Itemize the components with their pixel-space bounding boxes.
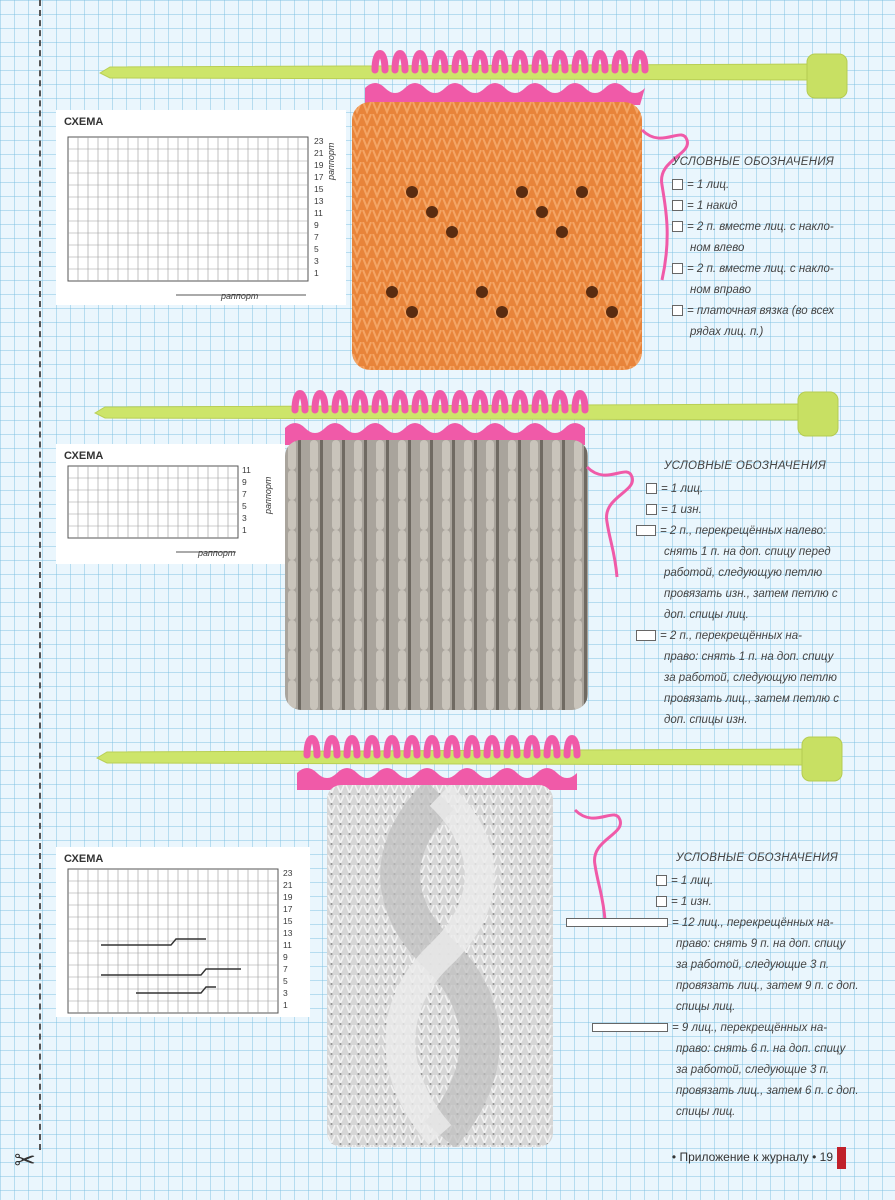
schema-rapport-horizontal: раппорт bbox=[198, 548, 236, 558]
schema-row-number: 1 bbox=[242, 525, 247, 535]
yarn-over-icon bbox=[672, 200, 683, 211]
cable-9-icon bbox=[592, 1023, 668, 1032]
cut-line bbox=[39, 0, 41, 1150]
schema-title: СХЕМА bbox=[64, 116, 104, 128]
schema-row-number: 19 bbox=[314, 160, 324, 170]
schema-2 bbox=[56, 444, 285, 564]
schema-rapport-vertical: раппорт bbox=[263, 476, 273, 514]
footer-text: • Приложение к журналу • bbox=[671, 1150, 817, 1164]
schema-row-number: 23 bbox=[314, 136, 324, 146]
purl-symbol-icon bbox=[656, 896, 667, 907]
schema-row-number: 1 bbox=[283, 1000, 288, 1010]
legend-title: УСЛОВНЫЕ ОБОЗНАЧЕНИЯ bbox=[672, 156, 835, 168]
schema-row-number: 13 bbox=[283, 928, 293, 938]
k2tog-left-icon bbox=[672, 221, 683, 232]
schema-row-number: 9 bbox=[242, 477, 247, 487]
knit-symbol-icon bbox=[646, 483, 657, 494]
schema-3 bbox=[56, 847, 310, 1017]
schema-row-number: 17 bbox=[314, 172, 324, 182]
schema-grid-2 bbox=[56, 444, 285, 564]
schema-row-number: 19 bbox=[283, 892, 293, 902]
schema-grid-1 bbox=[56, 110, 346, 305]
schema-row-number: 11 bbox=[314, 208, 323, 218]
schema-grid-3 bbox=[56, 847, 310, 1017]
schema-row-number: 5 bbox=[314, 244, 319, 254]
schema-title: СХЕМА bbox=[64, 450, 104, 462]
schema-row-number: 11 bbox=[283, 940, 292, 950]
schema-row-number: 3 bbox=[314, 256, 319, 266]
schema-row-number: 1 bbox=[314, 268, 319, 278]
schema-title: СХЕМА bbox=[64, 853, 104, 865]
schema-row-number: 9 bbox=[314, 220, 319, 230]
page-number: 19 bbox=[819, 1150, 833, 1164]
purl-symbol-icon bbox=[646, 504, 657, 515]
swatch-lace-orange bbox=[352, 102, 642, 370]
schema-row-number: 15 bbox=[283, 916, 293, 926]
schema-row-number: 21 bbox=[314, 148, 324, 158]
legend-1: УСЛОВНЫЕ ОБОЗНАЧЕНИЯ = 1 лиц. = 1 накид = 2 п. вместе лиц. с накло- ном влево = 2 п. вместе лиц. с накло- ном вправо = платочная вязка (во всех рядах лиц. п.) bbox=[672, 152, 834, 343]
schema-row-number: 15 bbox=[314, 184, 324, 194]
schema-row-number: 7 bbox=[314, 232, 319, 242]
legend-3: УСЛОВНЫЕ ОБОЗНАЧЕНИЯ = 1 лиц. = 1 изн. = 12 лиц., перекрещённых на- право: снять 9 п. на доп. спицу за работой, следующие 3 п. провязать лиц., затем 9 п. с доп. спицы лиц. = 9 лиц., перекрещённых на- право: снять 6 п. на доп. спицу за работой, следующие 3 п. провязать лиц., затем 6 п. с доп. спицы лиц. bbox=[566, 848, 859, 1123]
schema-row-number: 7 bbox=[283, 964, 288, 974]
schema-rapport-vertical: раппорт bbox=[326, 142, 336, 180]
knit-symbol-icon bbox=[656, 875, 667, 886]
legend-title: УСЛОВНЫЕ ОБОЗНАЧЕНИЯ bbox=[664, 460, 827, 472]
legend-2: УСЛОВНЫЕ ОБОЗНАЧЕНИЯ = 1 лиц. = 1 изн. = 2 п., перекрещённых налево: снять 1 п. на доп. спицу перед работой, следующую петлю провязать изн., затем петлю с доп. спицы лиц. = 2 п., перекрещённых на- право: снять 1 п. на доп. спицу за работой, следующую петлю провязать лиц., затем петлю с доп. спицы изн. bbox=[636, 456, 839, 731]
garter-stitch-icon bbox=[672, 305, 683, 316]
schema-row-number: 11 bbox=[242, 465, 251, 475]
schema-row-number: 7 bbox=[242, 489, 247, 499]
legend-title: УСЛОВНЫЕ ОБОЗНАЧЕНИЯ bbox=[676, 852, 839, 864]
schema-row-number: 17 bbox=[283, 904, 293, 914]
schema-row-number: 5 bbox=[283, 976, 288, 986]
schema-row-number: 9 bbox=[283, 952, 288, 962]
page-marker bbox=[837, 1147, 846, 1169]
scissors-icon: ✂ bbox=[14, 1145, 36, 1175]
knit-symbol-icon bbox=[672, 179, 683, 190]
schema-row-number: 3 bbox=[283, 988, 288, 998]
schema-row-number: 3 bbox=[242, 513, 247, 523]
schema-row-number: 23 bbox=[283, 868, 293, 878]
cable-12-icon bbox=[566, 918, 668, 927]
schema-row-number: 5 bbox=[242, 501, 247, 511]
swatch-rib-gray bbox=[285, 440, 588, 710]
schema-rapport-horizontal: раппорт bbox=[221, 291, 259, 301]
schema-row-number: 13 bbox=[314, 196, 324, 206]
cross-left-icon bbox=[636, 525, 656, 536]
cross-right-icon bbox=[636, 630, 656, 641]
schema-row-number: 21 bbox=[283, 880, 293, 890]
schema-1 bbox=[56, 110, 346, 305]
k2tog-right-icon bbox=[672, 263, 683, 274]
page-footer bbox=[672, 1150, 833, 1164]
swatch-cable-white bbox=[327, 785, 553, 1147]
